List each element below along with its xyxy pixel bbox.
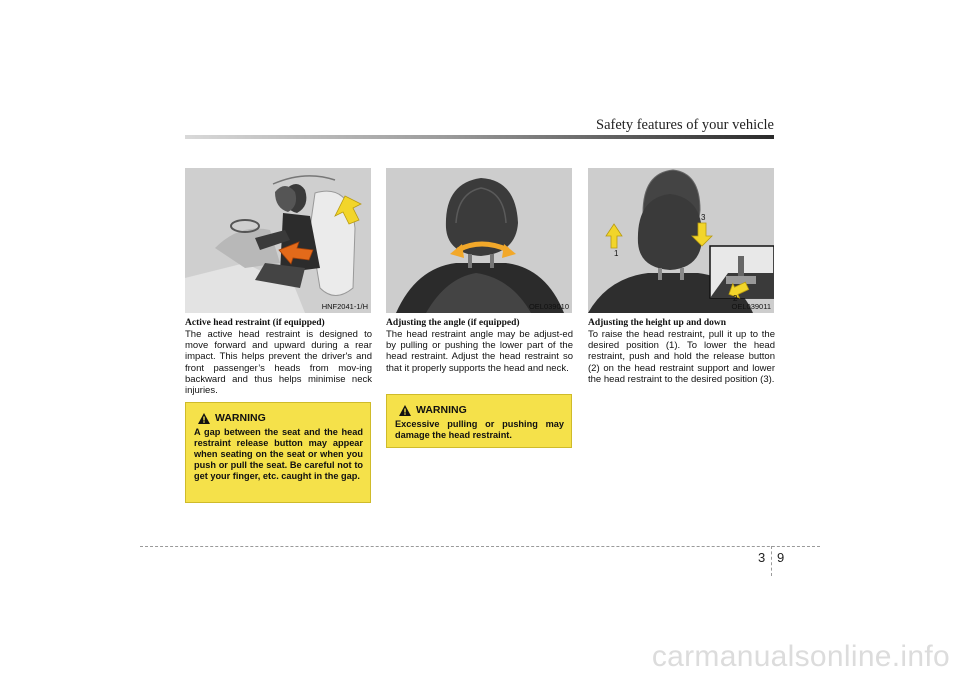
figure-height-adjust <box>588 168 774 313</box>
callout-1: 1 <box>614 249 619 258</box>
head-restraint-height-illustration <box>588 168 774 313</box>
warning-triangle-icon <box>399 405 411 416</box>
watermark: carmanualsonline.info <box>651 640 950 673</box>
head-restraint-angle-illustration <box>386 168 572 313</box>
section-height-adjust <box>588 318 775 385</box>
active-head-restraint-illustration <box>185 168 371 313</box>
footer-rule <box>140 546 820 547</box>
warning-triangle-icon <box>198 413 210 424</box>
figure-active-head-restraint <box>185 168 371 313</box>
page-number-divider <box>771 546 772 576</box>
section-heading: Adjusting the angle (if equipped) <box>386 318 520 328</box>
callout-2: 2 <box>733 294 738 303</box>
section-angle-adjust <box>386 318 573 374</box>
warning-box-excessive <box>386 394 572 448</box>
section-active-head-restraint <box>185 318 372 396</box>
section-heading: Active head restraint (if equipped) <box>185 318 325 328</box>
figure-code: HNF2041-1/H <box>321 302 368 311</box>
callout-3: 3 <box>701 213 706 222</box>
warning-title: WARNING <box>416 404 467 416</box>
page-number: 9 <box>777 550 785 565</box>
figure-code: OEL039010 <box>528 302 569 311</box>
warning-text: A gap between the seat and the head restraint release button may appear when seating on the seat or when you push or pull the seat. Be careful not to get your finger, etc. caught in the gap. <box>194 427 363 481</box>
figure-code: OEL039011 <box>731 302 771 311</box>
section-body: The active head restraint is designed to move forward and upward during a rear impact. This helps prevent the driver's and front passenger’s heads from mov-ing backward and thus helps minimise neck injuries. <box>185 329 372 397</box>
section-body: To raise the head restraint, pull it up to the desired position (1). To lower the head restraint, push and hold the release button (2) on the head restraint support and lower the head restraint to the desired position (3). <box>588 329 775 385</box>
warning-box-gap <box>185 402 371 503</box>
header-rule <box>185 135 774 139</box>
warning-text: Excessive pulling or pushing may damage the head restraint. <box>395 419 564 440</box>
section-heading: Adjusting the height up and down <box>588 318 727 328</box>
figure-angle-adjust <box>386 168 572 313</box>
section-body: The head restraint angle may be adjust-ed by pulling or pushing the lower part of the head restraint. Adjust the head restraint so that it properly supports the head and neck. <box>386 329 573 374</box>
warning-title: WARNING <box>215 412 266 424</box>
section-title: Safety features of your vehicle <box>596 117 774 133</box>
chapter-number: 3 <box>758 550 766 565</box>
